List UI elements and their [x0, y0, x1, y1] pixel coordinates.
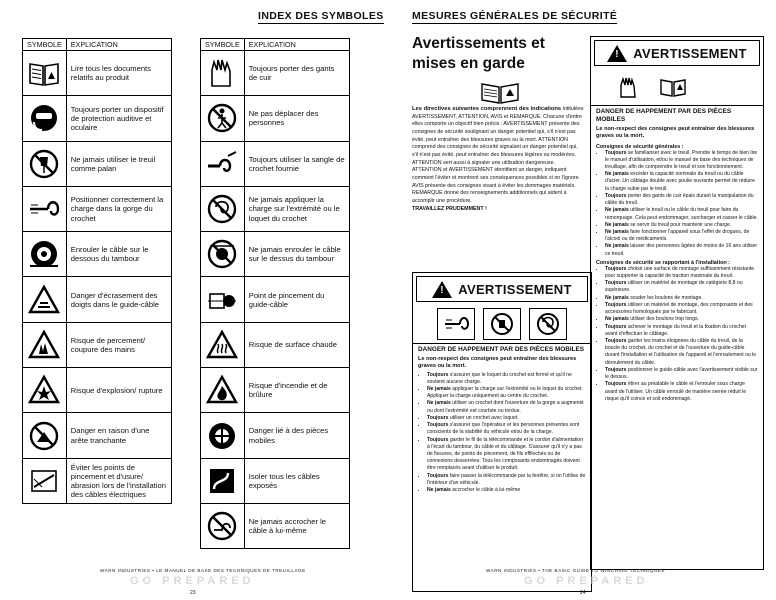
safety-keyword: Toujours — [605, 381, 627, 388]
symbol-row — [201, 458, 350, 503]
hand-cut-icon — [23, 322, 67, 367]
safety-text: souder les boulons de montage. — [630, 294, 703, 301]
symbol-explanation: Lire tous les documents relatifs au produit — [66, 51, 171, 96]
safety-item — [605, 367, 758, 381]
warning-icons-row — [591, 69, 763, 105]
safety-keyword: Toujours — [605, 301, 627, 308]
safety-item — [427, 415, 586, 422]
box1-list — [413, 372, 591, 495]
symbol-row — [23, 51, 172, 96]
col-symbol: SYMBOLE — [201, 39, 245, 51]
right-footer: WARN INDUSTRIES • THE BASIC GUIDE TO WINCHING TECHNIQUES — [486, 568, 665, 573]
safety-keyword: Ne jamais — [605, 294, 629, 301]
safety-keyword: Toujours — [605, 366, 627, 373]
col-explanation: EXPLICATION — [244, 39, 349, 51]
safety-text: laisser des personnes âgées de moins de 16 ans utiliser ce treuil. — [605, 243, 758, 257]
hook-throat-load-icon — [437, 308, 475, 340]
symbol-row — [23, 322, 172, 367]
symbol-table-left — [22, 38, 172, 504]
intro-bold: Les directives suivantes comprennent des indications — [412, 106, 562, 112]
symbol-row — [23, 96, 172, 141]
moving-parts-icon — [201, 413, 245, 458]
safety-item — [605, 338, 758, 367]
safety-item — [605, 381, 758, 403]
box1-title: DANGER DE HAPPEMENT PAR DES PIÈCES MOBILES — [413, 343, 591, 354]
safety-item — [427, 487, 586, 494]
col-symbol: SYMBOLE — [23, 39, 67, 51]
symbol-explanation: Ne jamais utiliser le treuil comme palan — [66, 141, 171, 186]
symbol-row — [23, 277, 172, 322]
safety-text: se familiariser avec le treuil. Prendre le temps de bien lire le manuel d'utilisation, et/ou le manuel de base des techniques de treuillage, afin de comprendre le treuil et son fonctionnement. — [605, 149, 758, 170]
safety-keyword: Toujours — [605, 192, 627, 199]
safety-text: utiliser un crochet avec loquet. — [449, 414, 519, 421]
symbol-index-header: INDEX DES SYMBOLES — [258, 10, 384, 22]
symbol-row — [23, 141, 172, 186]
safety-keyword: Toujours — [605, 149, 627, 156]
install-list — [591, 266, 763, 403]
safety-keyword: Ne jamais — [427, 385, 451, 392]
warning-box-2 — [590, 36, 764, 570]
symbol-explanation: Danger lié à des pièces mobiles — [244, 413, 349, 458]
safety-keyword: Toujours — [427, 436, 449, 443]
symbol-row — [201, 322, 350, 367]
no-winch-hoist-icon — [483, 308, 521, 340]
safety-text: se servir du treuil pour maintenir une charge. — [630, 221, 732, 228]
safety-keyword: Toujours — [427, 371, 449, 378]
read-manual-icon — [23, 51, 67, 96]
install-heading: Consignes de sécurité se rapportant à l'installation : — [596, 259, 730, 266]
symbol-row — [23, 413, 172, 458]
safety-text: excéder la capacité nominale du treuil ou du câble d'acier. Un câblage double avec poulie ouvrante permet de réduire la charge subie par le treuil. — [605, 171, 755, 192]
symbol-explanation: Risque d'incendie et de brûlure — [244, 368, 349, 413]
intro-text — [412, 105, 584, 213]
explosion-icon — [23, 368, 67, 413]
fairlead-pinch-icon — [201, 277, 245, 322]
symbol-row — [201, 232, 350, 277]
no-moving-people-icon — [201, 96, 245, 141]
symbol-row — [201, 503, 350, 548]
safety-item — [605, 280, 758, 294]
go-prepared-left: GO PREPARED — [130, 575, 255, 587]
safety-item — [605, 222, 758, 229]
safety-keyword: Ne jamais — [605, 221, 629, 228]
safety-text: s'assurer que l'opérateur et les personnes présentes sont conscients de la stabilité du véhicule et/ou de la charge. — [427, 422, 580, 436]
isolate-cables-icon — [201, 458, 245, 503]
no-winch-hoist-icon — [23, 141, 67, 186]
symbol-explanation: Éviter les points de pincement et d'usure/ abrasion lors de l'installation des câbles électriques — [66, 458, 171, 503]
warning-label: AVERTISSEMENT — [458, 281, 572, 297]
safety-keyword: Toujours — [427, 422, 449, 429]
symbol-explanation: Ne jamais accrocher le câble à lui-même — [244, 503, 349, 548]
intro-body: intitulées AVERTISSEMENT, ATTENTION, AVIS et REMARQUE. Chacune d'entre elles comporte un objectif bien précis : AVERTISSEMENT présente des consignes de sécurité soulignant un danger potentiel qui, s'il n'est pas évité, peut entraîner des blessures graves ou la mort. ATTENTION comprend des consignes de sécurité signalant un danger potentiel qui, s'il n'est pas évité, peut entraîner des blessures légères ou modérées. ATTENTION sert aussi à signaler une utilisation dangereuse. ATTENTION et AVERTISSEMENT identifient un danger, indiquent comment l'éviter et montrent ses conséquences possibles si on l'ignore. AVIS présente des consignes visant à éviter les dommages matériels. REMARQUE donne des renseignements additionnels qui aident à accomplir une procédure. — [412, 106, 584, 205]
safety-text: porter des gants de cuir épais durant la manipulation du câble du treuil. — [605, 192, 754, 207]
symbol-row — [23, 458, 172, 503]
left-footer: WARN INDUSTRIES • LE MANUEL DE BASE DES TECHNIQUES DE TREUILLAGE — [100, 568, 306, 573]
safety-item — [427, 473, 586, 487]
symbol-explanation: Enrouler le câble sur le dessous du tambour — [66, 232, 171, 277]
box1-subtitle: Le non-respect des consignes peut entraîner des blessures graves ou la mort. — [418, 356, 577, 370]
symbol-row — [201, 368, 350, 413]
safety-text: utiliser des boulons trop longs. — [630, 316, 700, 323]
safety-text: garder les mains éloignées du câble du treuil, de la boucle du crochet, du crochet et de l'ouverture du guide-câble durant l'installation et l'utilisation de l'appareil et l'enroulement ou le déroulement du câble. — [605, 338, 757, 366]
page-number-left: 23 — [190, 590, 196, 596]
symbol-row — [201, 277, 350, 322]
go-prepared-right: GO PREPARED — [524, 575, 649, 587]
safety-item — [605, 302, 758, 316]
cable-installation-icon — [23, 458, 67, 503]
safety-item — [605, 324, 758, 338]
safety-text: achever le montage du treuil et la fixation du crochet avant d'effectuer le câblage. — [605, 323, 746, 337]
safety-item — [605, 150, 758, 172]
box2-subtitle: Le non-respect des consignes peut entraîner des blessures graves ou la mort. — [596, 126, 755, 140]
safety-text: appliquer la charge sur l'extrémité ou le loquet du crochet. Appliquer la charge uniquement au centre du crochet. — [427, 385, 583, 400]
hook-strap-icon — [201, 141, 245, 186]
sharp-edge-icon — [23, 413, 67, 458]
symbol-explanation: Risque de surface chaude — [244, 322, 349, 367]
safety-header: MESURES GÉNÉRALES DE SÉCURITÉ — [412, 10, 618, 22]
safety-item — [605, 243, 758, 257]
safety-keyword: Ne jamais — [605, 316, 629, 323]
safety-keyword: Ne jamais — [605, 228, 629, 235]
safety-text: s'assurer que le loquet du crochet est fermé et qu'il ne soutient aucune charge. — [427, 371, 572, 385]
safety-keyword: Ne jamais — [427, 487, 451, 494]
safety-item — [427, 422, 586, 436]
warning-icons-row — [413, 305, 591, 343]
safety-keyword: Toujours — [605, 338, 627, 344]
safety-item — [605, 171, 758, 193]
safety-text: choisir une surface de montage suffisamment résistante pour supporter la capacité de traction maximale du treuil. — [605, 265, 755, 280]
symbol-explanation: Ne pas déplacer des personnes — [244, 96, 349, 141]
safety-keyword: Toujours — [605, 265, 627, 272]
box2-title: DANGER DE HAPPEMENT PAR DES PIÈCES MOBILES — [591, 105, 763, 124]
symbol-row — [201, 96, 350, 141]
safety-item — [427, 386, 586, 400]
fire-icon — [201, 368, 245, 413]
spool-under-drum-icon — [23, 232, 67, 277]
symbol-row — [201, 51, 350, 96]
symbol-explanation: Danger d'écrasement des doigts dans le guide-câble — [66, 277, 171, 322]
safety-text: garder le fil de la télécommande et le cordon d'alimentation à l'écart du tambour, du câble et du câblage. S'assurer qu'il n'y a pas de fissures, de points de pincement, de fils effilochés ou de connexions desserrées. Tous les composants endommagés doivent être remplacés avant d'utiliser le produit. — [427, 436, 584, 472]
symbol-explanation: Risque de percement/ coupure des mains — [66, 322, 171, 367]
safety-item — [427, 400, 586, 414]
ear-eye-protection-icon — [23, 96, 67, 141]
warning-label: AVERTISSEMENT — [633, 45, 747, 61]
symbol-row — [201, 141, 350, 186]
symbol-explanation: Ne jamais enrouler le câble sur le dessus du tambour — [244, 232, 349, 277]
intro-end: TRAVAILLEZ PRUDEMMENT ! — [412, 205, 487, 212]
safety-item — [427, 372, 586, 386]
safety-text: positionner le guide-câble avec l'avertissement visible sur le dessus. — [605, 366, 758, 381]
finger-crush-icon — [23, 277, 67, 322]
symbol-row — [201, 413, 350, 458]
safety-item — [605, 295, 758, 302]
no-hook-latch-load-icon — [201, 186, 245, 231]
safety-item — [427, 437, 586, 473]
safety-keyword: Toujours — [427, 414, 449, 421]
no-hook-latch-load-icon — [529, 308, 567, 340]
safety-item — [605, 193, 758, 207]
symbol-row — [23, 368, 172, 413]
symbol-explanation: Toujours porter un dispositif de protection auditive et oculaire — [66, 96, 171, 141]
safety-text: étirer au préalable le câble et l'enrouler sous charge avant de l'utiliser. Un câble enroulé de manière serrée réduit le risque qu'il coince et soit endommagé. — [605, 381, 747, 402]
safety-item — [605, 266, 758, 280]
no-spool-over-drum-icon — [201, 232, 245, 277]
safety-text: accrocher le câble à lui-même — [452, 487, 521, 494]
safety-keyword: Ne jamais — [427, 400, 451, 407]
safety-keyword: Ne jamais — [605, 243, 629, 250]
symbol-table-right — [200, 38, 350, 549]
page-number-right: 24 — [580, 590, 586, 596]
leather-gloves-icon — [611, 72, 647, 102]
symbol-explanation: Toujours utiliser la sangle de crochet fournie — [244, 141, 349, 186]
read-manual-icon — [655, 72, 691, 102]
symbol-row — [23, 186, 172, 231]
hook-throat-load-icon — [23, 186, 67, 231]
warning-triangle-icon: ! — [432, 281, 452, 298]
safety-text: utiliser le treuil ou le câble du treuil pour faire du remorquage. Cela peut endommager, surcharger et casser le câble. — [605, 207, 758, 221]
safety-keyword: Toujours — [605, 280, 627, 287]
warning-box-1 — [412, 272, 592, 592]
symbol-explanation: Point de pincement du guide-câble — [244, 277, 349, 322]
symbol-explanation: Danger en raison d'une arête tranchante — [66, 413, 171, 458]
symbol-row — [201, 186, 350, 231]
symbol-explanation: Positionner correctement la charge dans la gorge du crochet — [66, 186, 171, 231]
symbol-row — [23, 232, 172, 277]
general-heading: Consignes de sécurité générales : — [596, 143, 684, 150]
no-hook-cable-icon — [201, 503, 245, 548]
symbol-explanation: Toujours porter des gants de cuir — [244, 51, 349, 96]
warning-banner — [416, 276, 588, 302]
safety-keyword: Ne jamais — [605, 207, 629, 214]
read-manual-icon — [480, 80, 520, 104]
col-explanation: EXPLICATION — [66, 39, 171, 51]
hot-surface-icon — [201, 322, 245, 367]
safety-keyword: Toujours — [427, 472, 449, 479]
general-list — [591, 150, 763, 258]
safety-text: utiliser un crochet dont l'ouverture de la gorge a augmenté ou dont l'extrémité est courbée ou tordue. — [427, 400, 584, 414]
right-page — [388, 0, 776, 600]
leather-gloves-icon — [201, 51, 245, 96]
safety-text: faire passer la télécommande par la fenêtre, si on l'utilise de l'intérieur d'un véhicule. — [427, 472, 586, 486]
safety-text: faire fonctionner l'appareil sous l'effet de drogues, de l'alcool ou de médicaments. — [605, 228, 750, 243]
page-title: Avertissements et mises en garde — [412, 35, 545, 73]
safety-text: utiliser un matériel de montage de catégorie 8,8 ou supérieure. — [605, 280, 743, 294]
safety-item — [605, 229, 758, 243]
safety-text: utiliser un matériel de montage, des composants et des accessoires homologués par le fabricant. — [605, 301, 753, 316]
symbol-explanation: Risque d'explosion/ rupture — [66, 368, 171, 413]
symbol-explanation: Isoler tous les câbles exposés — [244, 458, 349, 503]
safety-keyword: Ne jamais — [605, 171, 629, 178]
safety-item — [605, 207, 758, 221]
symbol-explanation: Ne jamais appliquer la charge sur l'extrémité ou le loquet du crochet — [244, 186, 349, 231]
warning-triangle-icon: ! — [607, 45, 627, 62]
safety-keyword: Toujours — [605, 323, 627, 330]
warning-banner — [594, 40, 760, 66]
safety-item — [605, 316, 758, 323]
